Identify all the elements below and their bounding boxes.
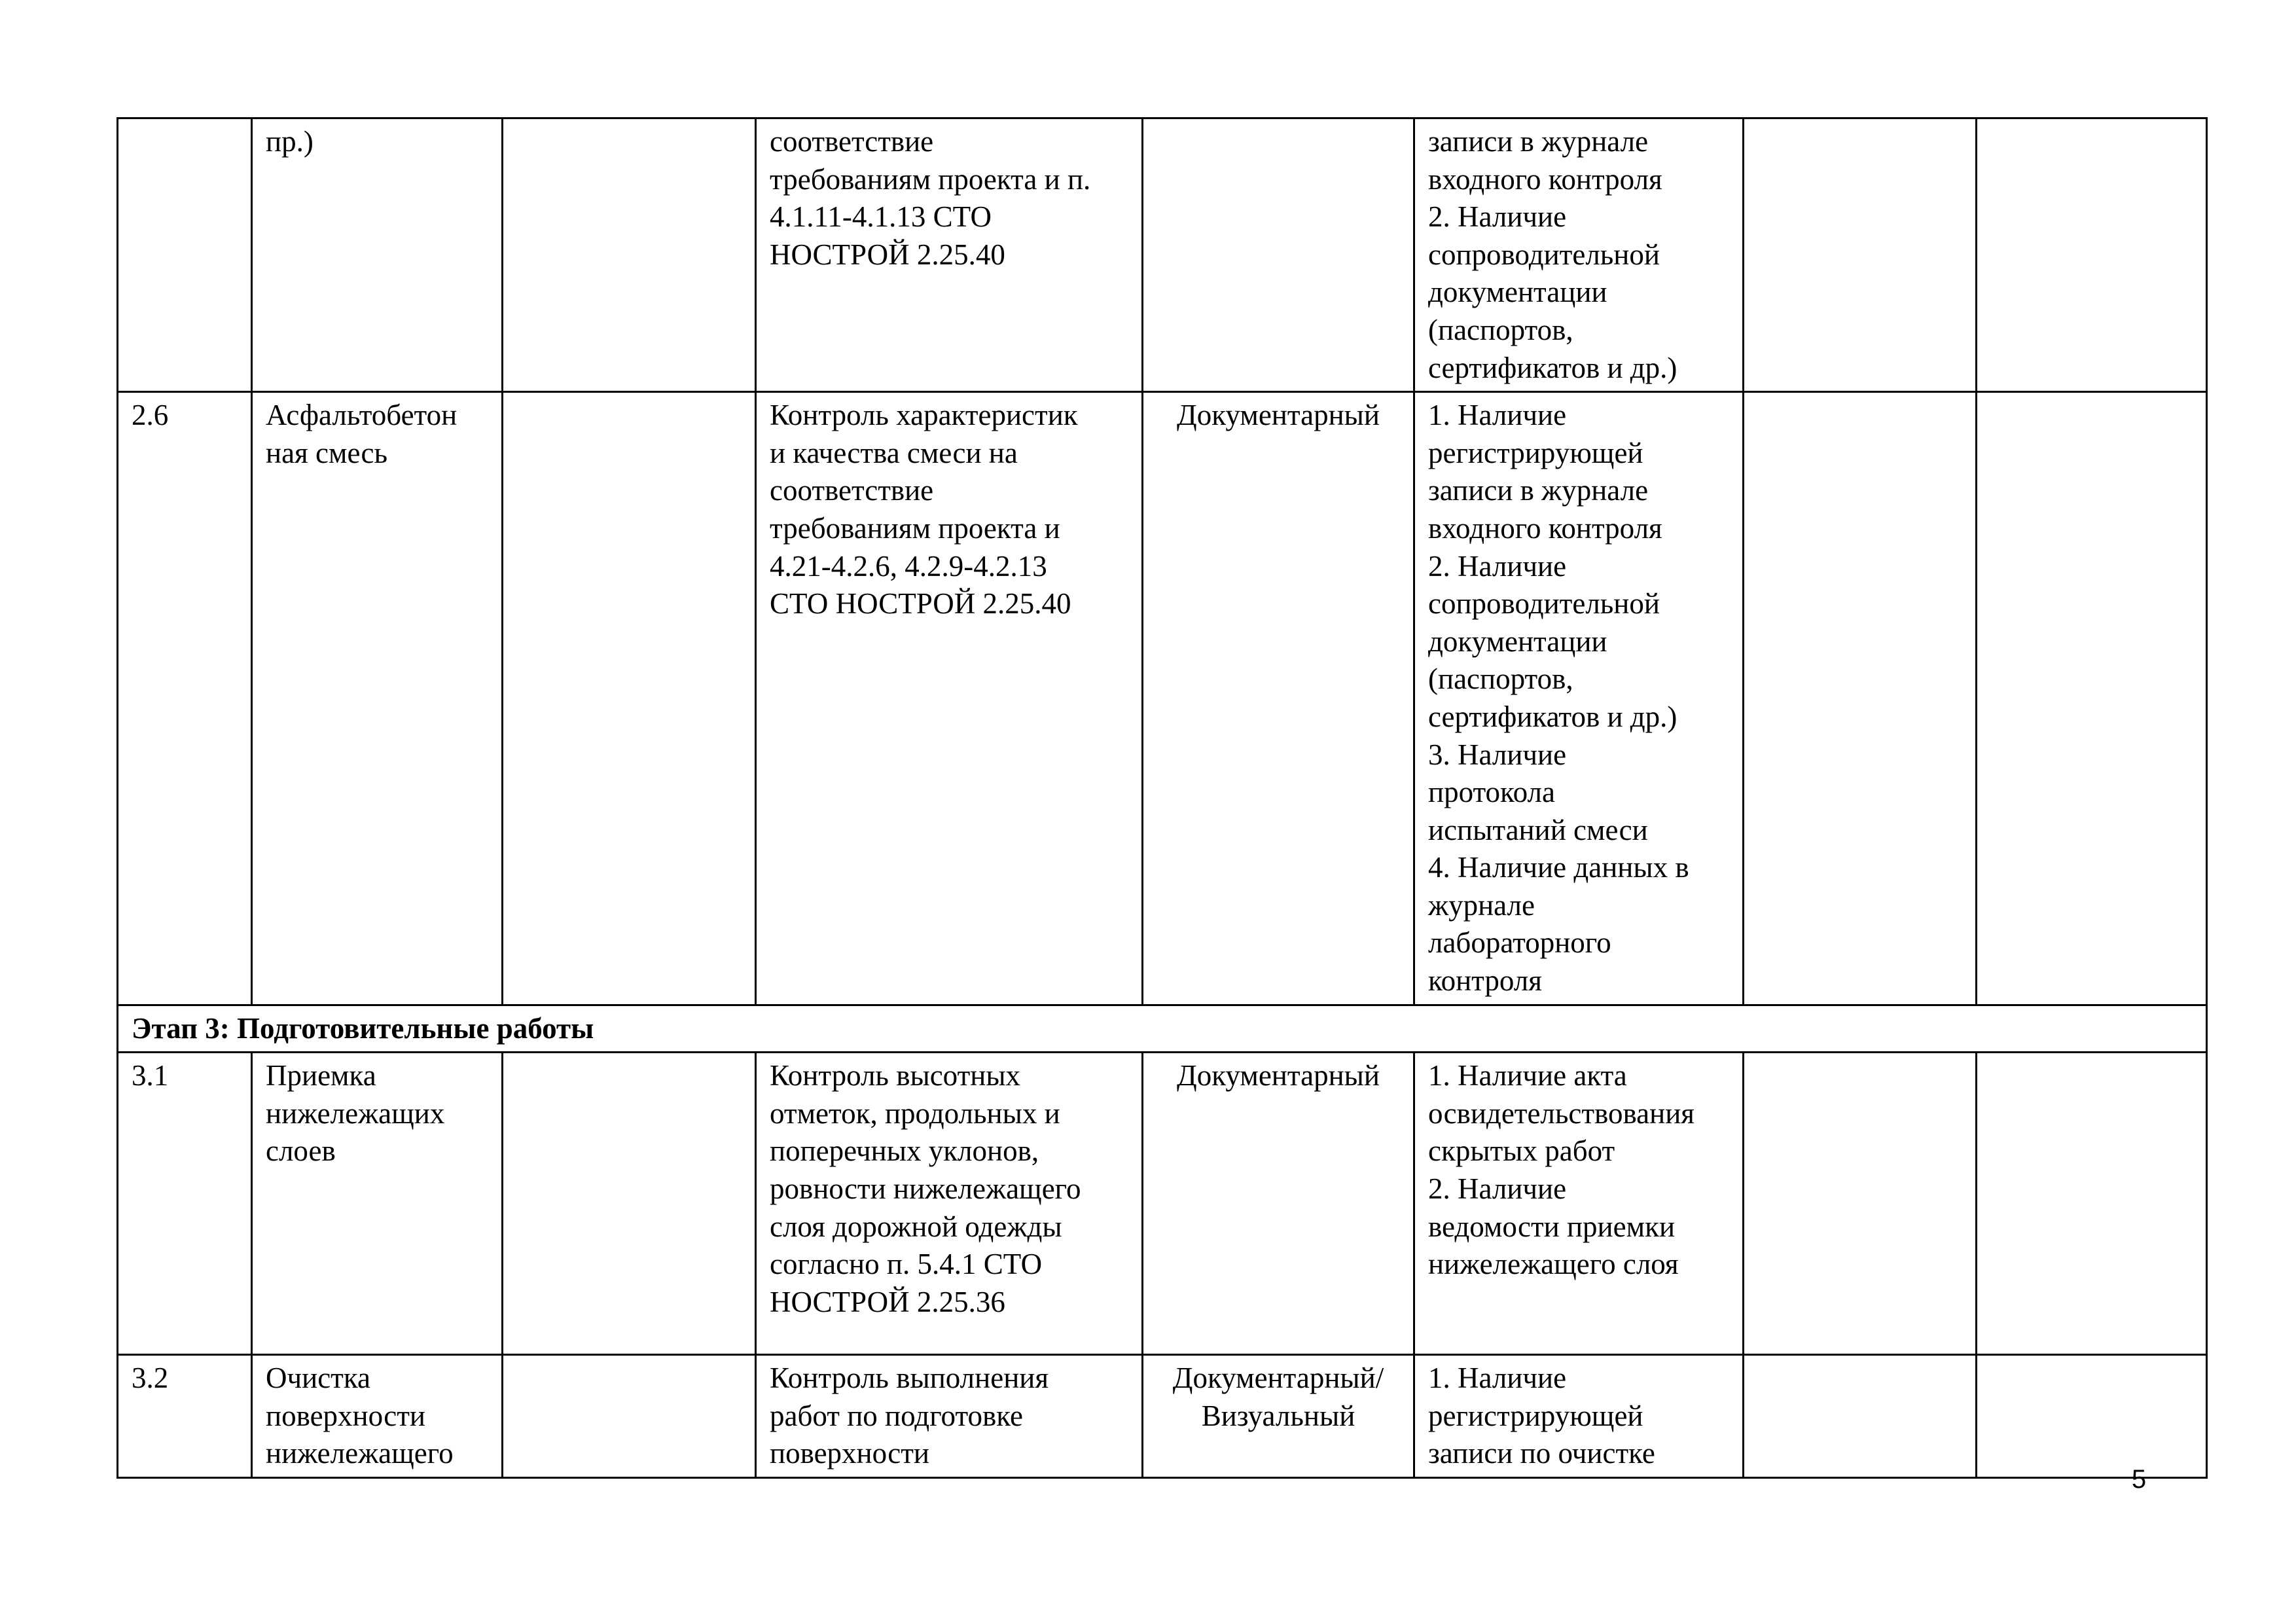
table-row xyxy=(118,392,2207,1005)
method-cell: Документарный/ Визуальный xyxy=(1143,1355,1414,1478)
empty-cell xyxy=(1744,118,1977,392)
stage-header-row xyxy=(118,1005,2207,1053)
empty-cell xyxy=(1977,118,2207,392)
empty-cell xyxy=(503,1053,756,1355)
requirement-cell: соответствие требованиям проекта и п. 4.1.11-4.1.13 СТО НОСТРОЙ 2.25.40 xyxy=(756,118,1143,392)
documents-cell: записи в журнале входного контроля 2. Наличие сопроводительной документации (паспортов, сертификатов и др.) xyxy=(1414,118,1744,392)
empty-cell xyxy=(1977,1053,2207,1355)
table-row xyxy=(118,1053,2207,1355)
documents-cell: 1. Наличие регистрирующей записи в журнале входного контроля 2. Наличие сопроводительной документации (паспортов, сертификатов и др.) 3. Наличие протокола испытаний смеси 4. Наличие данных в журнале лабораторного контроля xyxy=(1414,392,1744,1005)
requirement-cell: Контроль выполнения работ по подготовке поверхности xyxy=(756,1355,1143,1478)
method-cell xyxy=(1143,118,1414,392)
method-cell: Документарный xyxy=(1143,1053,1414,1355)
item-name-cell: Асфальтобетон ная смесь xyxy=(252,392,503,1005)
item-name-cell: Приемка нижележащих слоев xyxy=(252,1053,503,1355)
item-name-cell: пр.) xyxy=(252,118,503,392)
empty-cell xyxy=(503,392,756,1005)
empty-cell xyxy=(503,1355,756,1478)
requirement-cell: Контроль характеристик и качества смеси на соответствие требованиям проекта и 4.21-4.2.6, 4.2.9-4.2.13 СТО НОСТРОЙ 2.25.40 xyxy=(756,392,1143,1005)
row-number-cell: 3.2 xyxy=(118,1355,252,1478)
table-row xyxy=(118,118,2207,392)
stage-title: Этап 3: Подготовительные работы xyxy=(118,1005,2207,1053)
page-number: 5 xyxy=(2131,1465,2147,1494)
requirement-cell: Контроль высотных отметок, продольных и поперечных уклонов, ровности нижележащего слоя дорожной одежды согласно п. 5.4.1 СТО НОСТРОЙ 2.25.36 xyxy=(756,1053,1143,1355)
empty-cell xyxy=(1744,1355,1977,1478)
quality-control-table xyxy=(117,117,2208,1479)
empty-cell xyxy=(1744,1053,1977,1355)
item-name-cell: Очистка поверхности нижележащего xyxy=(252,1355,503,1478)
documents-cell: 1. Наличие регистрирующей записи по очистке xyxy=(1414,1355,1744,1478)
row-number-cell xyxy=(118,118,252,392)
documents-cell: 1. Наличие акта освидетельствования скрытых работ 2. Наличие ведомости приемки нижележащего слоя xyxy=(1414,1053,1744,1355)
empty-cell xyxy=(1744,392,1977,1005)
empty-cell xyxy=(1977,392,2207,1005)
row-number-cell: 3.1 xyxy=(118,1053,252,1355)
method-cell: Документарный xyxy=(1143,392,1414,1005)
empty-cell xyxy=(1977,1355,2207,1478)
empty-cell xyxy=(503,118,756,392)
row-number-cell: 2.6 xyxy=(118,392,252,1005)
table-row xyxy=(118,1355,2207,1478)
